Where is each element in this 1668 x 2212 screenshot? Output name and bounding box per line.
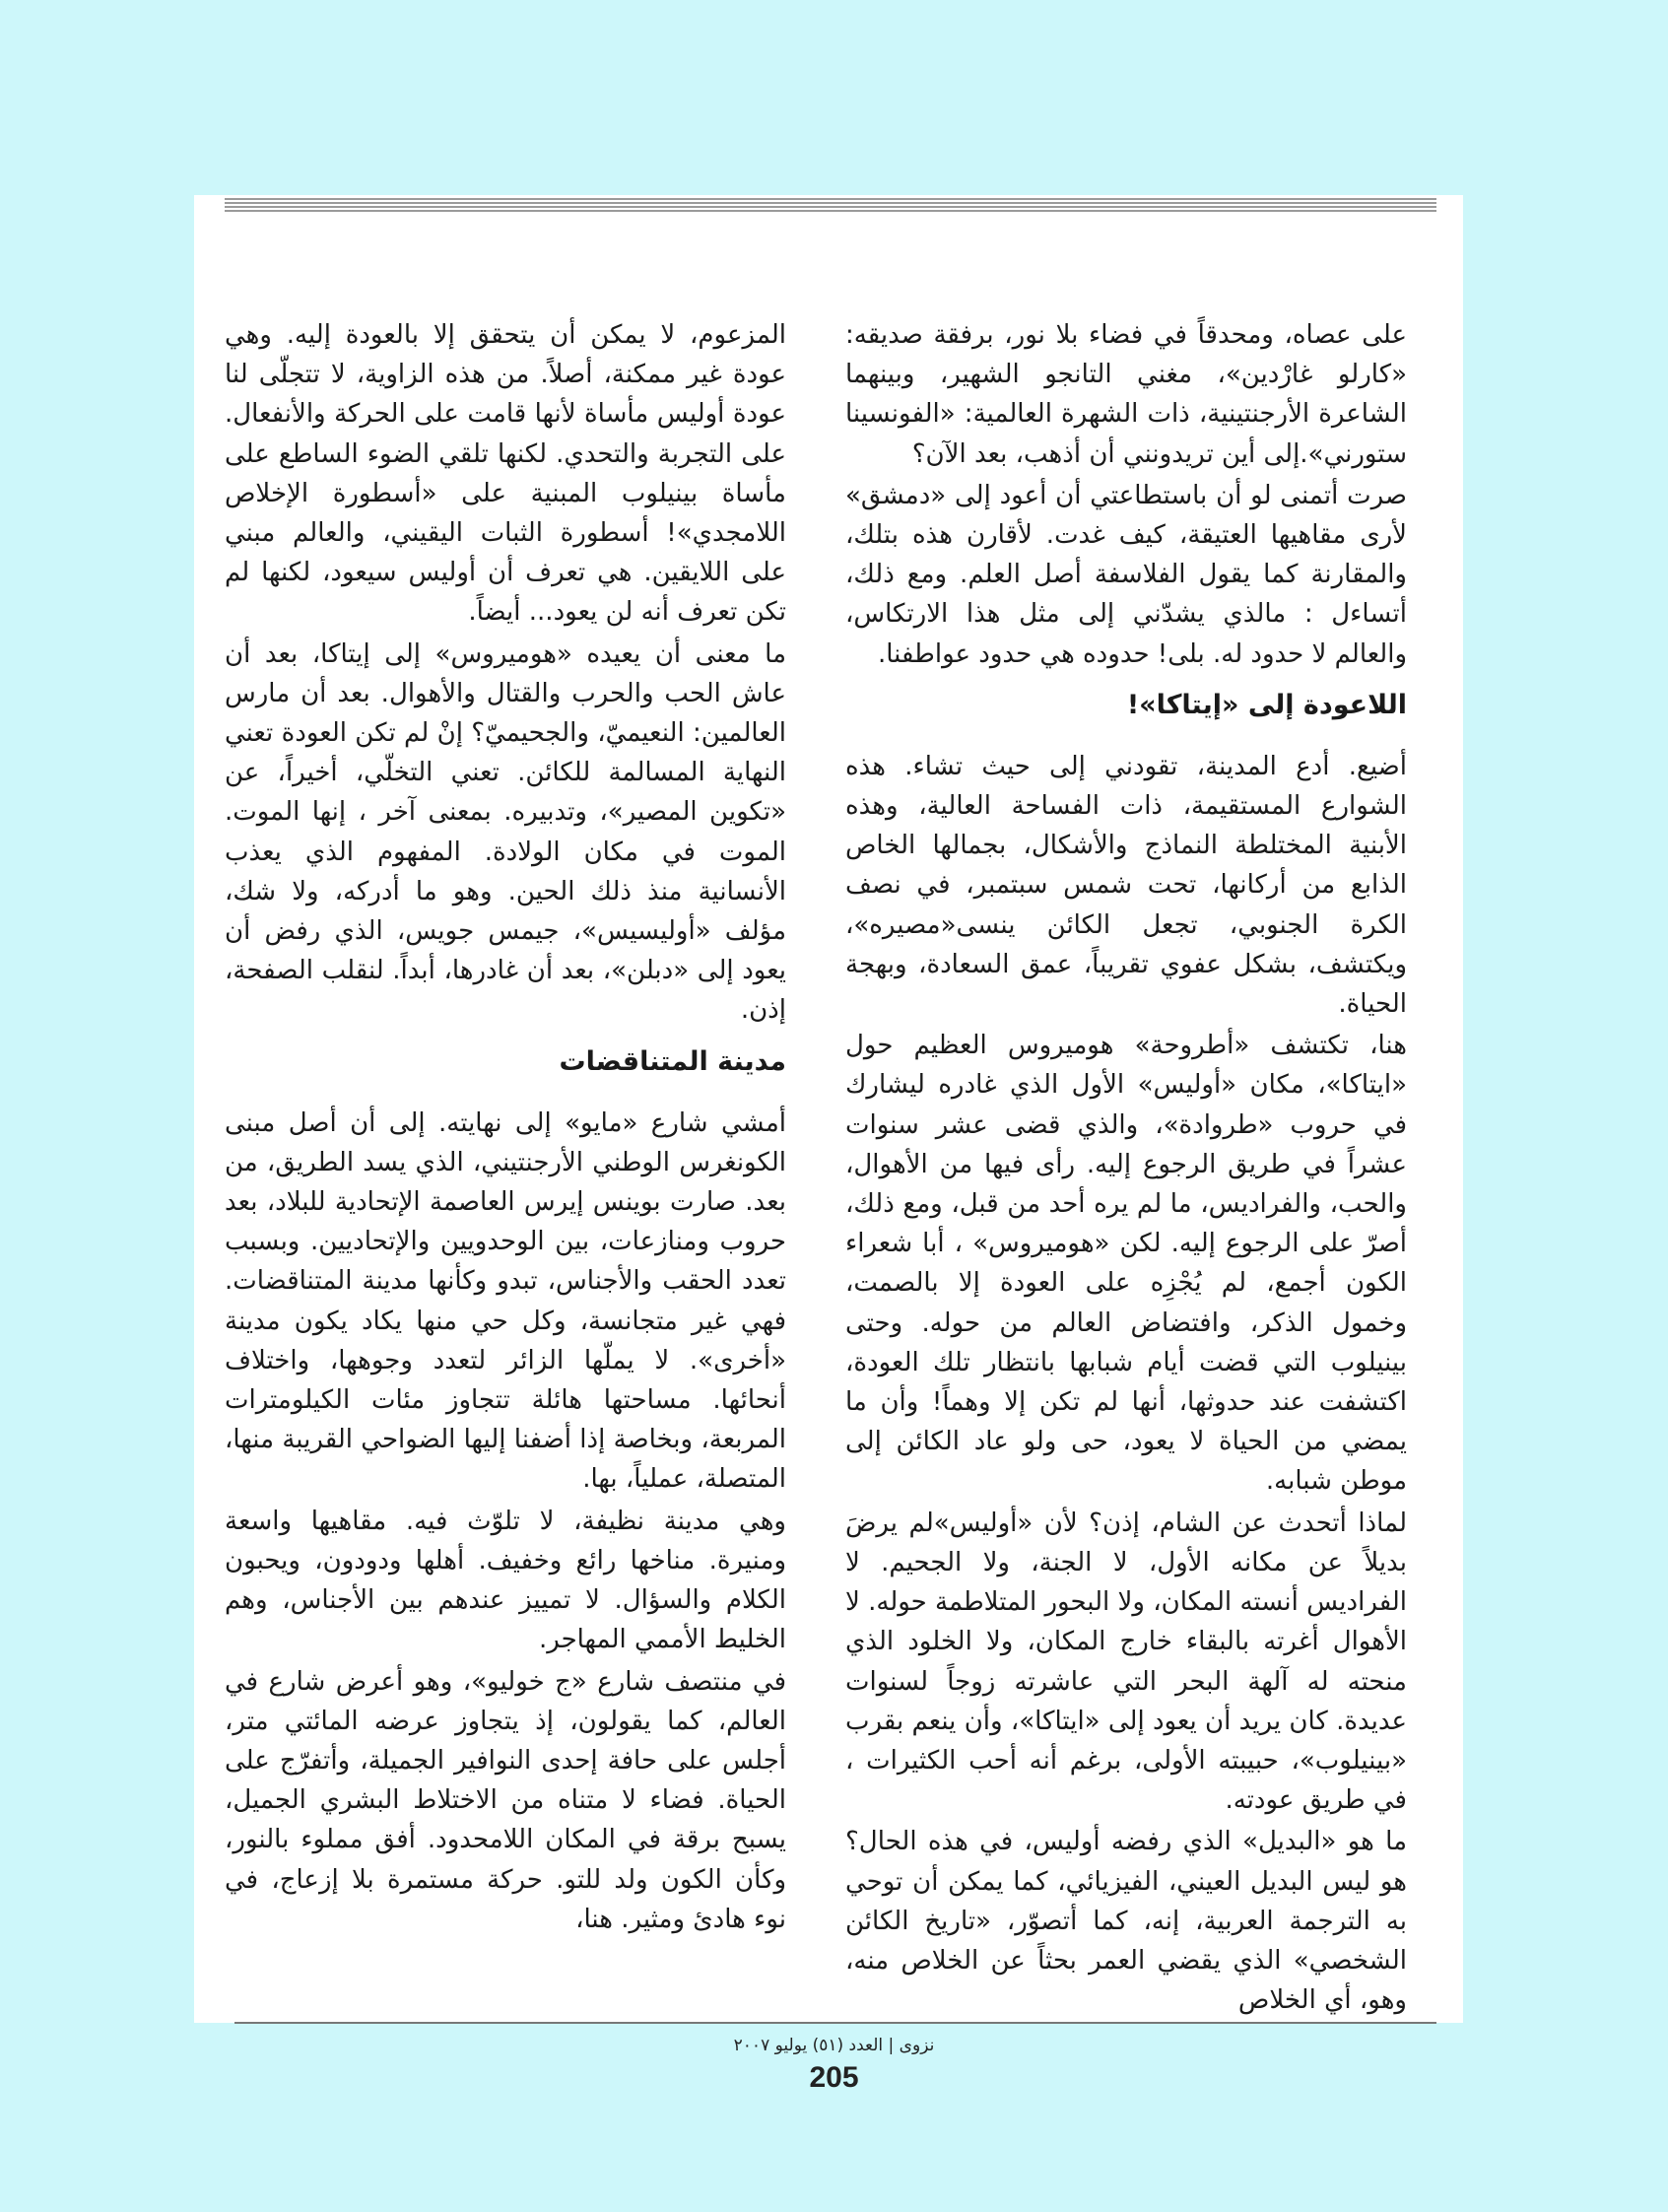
paragraph: ما هو «البديل» الذي رفضه أوليس، في هذه الحال؟ هو ليس البديل العيني، الفيزيائي، كما يمكن أن توحي به الترجمة العربية، إنه، كما أتصوّر، «تاريخ الكائن الشخصي» الذي يقضي العمر بحثاً عن الخلاص منه، وهو، أي الخلاص (845, 1827, 1407, 2016)
header-rule (225, 198, 1436, 216)
section-heading: اللاعودة إلى «إيتاكا»! (1126, 689, 1407, 720)
paragraph: صرت أتمنى لو أن باستطاعتي أن أعود إلى «دمشق» لأرى مقاهيها العتيقة، كيف غدت. لأقارن هذه بتلك، والمقارنة كما يقول الفلاسفة أصل العلم. ومع ذلك، أتساءل : مالذي يشدّني إلى مثل هذا الارتكاس، والعالم لا حدود له. بلى! حدوده هي حدود عواطفنا. (845, 480, 1407, 669)
paragraph: لماذا أتحدث عن الشام، إذن؟ لأن «أوليس»لم يرضَ بديلاً عن مكانه الأول، لا الجنة، ولا الجحيم. لا الفراديس أنسته المكان، ولا البحور المتلاطمة حوله. لا الأهوال أغرته بالبقاء خارج المكان، ولا الخلود الذي منحته له آلهة البحر التي عاشرته زوجاً لسنوات عديدة. كان يريد أن يعود إلى «ايتاكا»، وأن ينعم بقرب «بينيلوب»، حبيبته الأولى، برغم أنه أحب الكثيرات ، في طريق عودته. (845, 1508, 1407, 1816)
section-heading: مدينة المتناقضات (559, 1045, 786, 1077)
paragraph: أمشي شارع «مايو» إلى نهايته. إلى أن أصل مبنى الكونغرس الوطني الأرجنتيني، الذي يسد الطريق، من بعد. صارت بوينس إيرس العاصمة الإتحادية للبلاد، بعد حروب ومنازعات، بين الوحدويين والإتحاديين. وبسبب تعدد الحقب والأجناس، تبدو وكأنها مدينة المتناقضات. فهي غير متجانسة، وكل حي منها يكاد يكون مدينة «أخرى». لا يملّها الزائر لتعدد وجوهها، واختلاف أنحائها. مساحتها هائلة تتجاوز مئات الكيلومترات المربعة، وبخاصة إذا أضفنا إليها الضواحي القريبة منها، المتصلة، عملياً، بها. (225, 1107, 786, 1495)
paragraph: في منتصف شارع «ج خوليو»، وهو أعرض شارع في العالم، كما يقولون، إذ يتجاوز عرضه المائتي متر، أجلس على حافة إحدى النوافير الجميلة، وأتفرّج على الحياة. فضاء لا متناه من الاختلاط البشري الجميل، يسبح برقة في المكان اللامحدود. أفق مملوء بالنور، وكأن الكون ولد للتو. حركة مستمرة بلا إزعاج، في نوء هادئ ومثير. هنا، (225, 1666, 786, 1934)
paragraph: على عصاه، ومحدقاً في فضاء بلا نور، برفقة صديقه: «كارلو غارْدين»، مغني التانجو الشهير، وبينهما الشاعرة الأرجنتينية، ذات الشهرة العالمية: «الفونسينا ستورني».إلى أين تريدونني أن أذهب، بعد الآن؟ (845, 320, 1407, 469)
paragraph: المزعوم، لا يمكن أن يتحقق إلا بالعودة إليه. وهي عودة غير ممكنة، أصلاً. من هذه الزاوية، لا تتجلّى لنا عودة أوليس مأساة لأنها قامت على الحركة والأنفعال. على التجربة والتحدي. لكنها تلقي الضوء الساطع على مأساة بينيلوب المبنية على «أسطورة الإخلاص اللامجدي»! أسطورة الثبات اليقيني، والعالم مبني على اللايقين. هي تعرف أن أوليس سيعود، لكنها لم تكن تعرف أنه لن يعود... أيضاً. (225, 320, 786, 628)
paragraph: أضيع. أدع المدينة، تقودني إلى حيث تشاء. هذه الشوارع المستقيمة، ذات الفساحة العالية، وهذه الأبنية المختلطة النماذج والأشكال، بجمالها الخاص الذابع من أركانها، تحت شمس سبتمبر، في نصف الكرة الجنوبي، تجعل الكائن ينسى«مصيره»، ويكتشف، بشكل عفوي تقريباً، عمق السعادة، وبهجة الحياة. (845, 751, 1407, 1020)
paragraph: وهي مدينة نظيفة، لا تلوّث فيه. مقاهيها واسعة ومنيرة. مناخها رائع وخفيف. أهلها ودودون، ويحبون الكلام والسؤال. لا تمييز عندهم بين الأجناس، وهم الخليط الأممي المهاجر. (225, 1506, 786, 1655)
page-number: 205 (809, 2061, 859, 2094)
issue-line: نزوى | العدد (٥١) يوليو ٢٠٠٧ (733, 2036, 935, 2055)
paragraph: ما معنى أن يعيده «هوميروس» إلى إيتاكا، بعد أن عاش الحب والحرب والقتال والأهوال. بعد أن مارس العالمين: النعيميّ، والجحيميّ؟ إنْ لم تكن العودة تعني النهاية المسالمة للكائن. تعني التخلّي، أخيراً، عن «تكوين المصير»، وتدبيره. بمعنى آخر ، إنها الموت. الموت في مكان الولادة. المفهوم الذي يعذب الأنسانية منذ ذلك الحين. وهو ما أدركه، ولا شك، مؤلف «أوليسيس»، جيمس جويس، الذي رفض أن يعود إلى «دبلن»، بعد أن غادرها، أبداً. لنقلب الصفحة، إذن. (225, 638, 786, 1026)
article-column-right (845, 315, 1407, 2022)
paragraph: هنا، تكتشف «أطروحة» هوميروس العظيم حول «ايتاكا»، مكان «أوليس» الأول الذي غادره ليشارك في حروب «طروادة»، والذي قضى عشر سنوات عشراً في طريق الرجوع إليه. رأى فيها من الأهوال، والحب، والفراديس، ما لم يره أحد من قبل، ومع ذلك، أصرّ على الرجوع إليه. لكن «هوميروس» ، أبا شعراء الكون أجمع، لم يُجْزِه على العودة إلا بالصمت، وخمول الذكر، وافتضاض العالم من حوله. وحتى بينيلوب التي قضت أيام شبابها بانتظار تلك العودة، اكتشفت عند حدوثها، أنها لم تكن إلا وهماً! وأن ما يمضي من الحياة لا يعود، حى ولو عاد الكائن إلى موطن شبابه. (845, 1031, 1407, 1497)
footer-rule (234, 2022, 1436, 2024)
article-column-left (225, 315, 786, 1941)
